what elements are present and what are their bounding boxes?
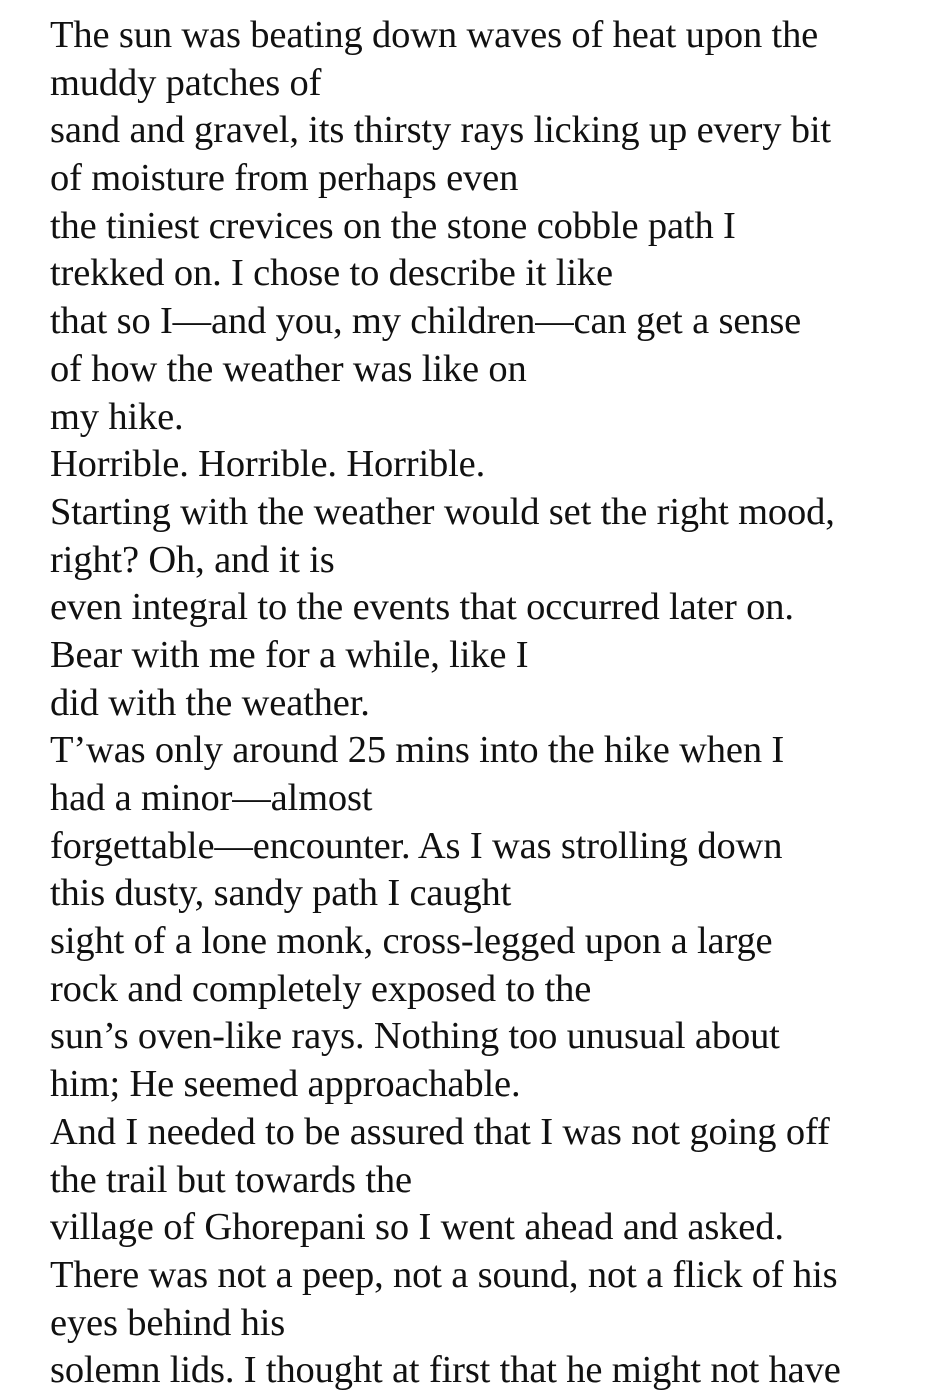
text-line: And I needed to be assured that I was not going off	[50, 1110, 830, 1153]
text-line: T’was only around 25 mins into the hike when I	[50, 729, 785, 772]
text-line: solemn lids. I thought at first that he might not have	[50, 1349, 841, 1392]
text-line: even integral to the events that occurred later on.	[50, 586, 794, 629]
story-text	[50, 12, 930, 1395]
text-line: Horrible. Horrible. Horrible.	[50, 443, 486, 486]
text-line: did with the weather.	[50, 681, 370, 724]
text-line: The sun was beating down waves of heat upon the	[50, 14, 819, 56]
text-line: sun’s oven-like rays. Nothing too unusual about	[50, 1015, 780, 1058]
text-line: the tiniest crevices on the stone cobble path I	[50, 204, 736, 247]
text-line: of moisture from perhaps even	[50, 157, 519, 200]
text-line: rock and completely exposed to the	[50, 967, 592, 1010]
text-line: forgettable—encounter. As I was strolling down	[50, 824, 783, 867]
text-line: my hike.	[50, 395, 184, 438]
text-line: village of Ghorepani so I went ahead and asked.	[50, 1206, 784, 1249]
text-line: sight of a lone monk, cross-legged upon a large	[50, 920, 773, 963]
text-line: Bear with me for a while, like I	[50, 633, 529, 676]
text-line: sand and gravel, its thirsty rays licking up every bit	[50, 109, 831, 152]
text-line: eyes behind his	[50, 1301, 286, 1344]
text-line: right? Oh, and it is	[50, 538, 335, 581]
text-line: trekked on. I chose to describe it like	[50, 252, 613, 295]
text-line: that so I—and you, my children—can get a sense	[50, 300, 802, 343]
text-line: the trail but towards the	[50, 1158, 412, 1201]
text-line: this dusty, sandy path I caught	[50, 872, 512, 915]
text-line: There was not a peep, not a sound, not a flick of his	[50, 1253, 838, 1296]
text-line: had a minor—almost	[50, 777, 373, 819]
text-line: Starting with the weather would set the right mood,	[50, 490, 835, 533]
text-line: him; He seemed approachable.	[50, 1063, 521, 1106]
text-line: of how the weather was like on	[50, 347, 527, 390]
text-line: muddy patches of	[50, 61, 322, 104]
